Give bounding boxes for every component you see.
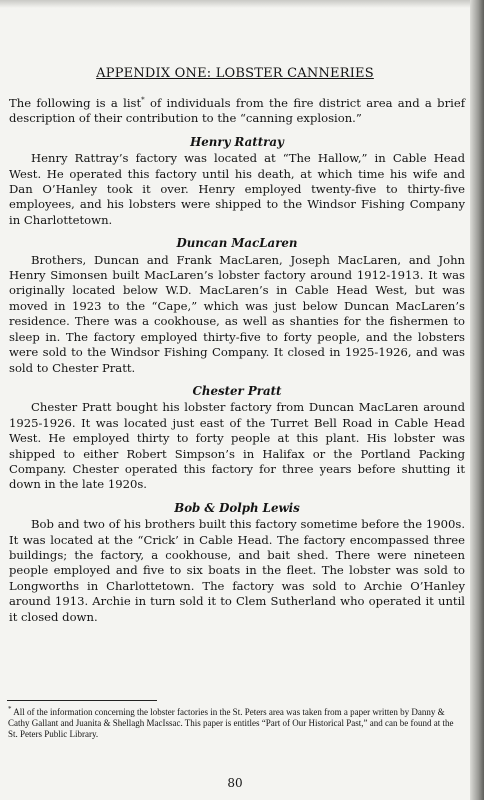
page-body [9,96,465,625]
footnote-marker: * [141,96,145,105]
section-paragraph: Brothers, Duncan and Frank MacLaren, Joseph MacLaren, and John Henry Simonsen built MacLaren’s lobster factory around 1912-1913. It was originally located below W.D. MacLaren’s in Cable Head West, but was moved in 1923 to the “Cape,” which was just below Duncan MacLaren’s residence. There was a cookhouse, as well as shanties for the fishermen to sleep in. The factory employed thirty-five to forty people, and the lobsters were sold to the Windsor Fishing Company. It closed in 1925-1926, and was sold to Chester Pratt. [9,252,465,375]
footnote-divider [7,700,157,701]
page-title: APPENDIX ONE: LOBSTER CANNERIES [96,66,374,81]
footnote-mark: * [8,705,12,713]
section-paragraph: Bob and two of his brothers built this factory sometime before the 1900s. It was located at the “Crick’ in Cable Head. The factory encompassed three buildings; the factory, a cookhouse, and bait shed. There were nineteen people employed and five to six boats in the fleet. The lobster was sold to Longworths in Charlottetown. The factory was sold to Archie O’Hanley around 1913. Archie in turn sold it to Clem Sutherland who operated it until it closed down. [9,517,465,624]
intro-text-rest: of individuals from the fire district area and a brief description of their contribution to the “canning explosion.” [9,96,465,126]
section-heading: Chester Pratt [192,383,282,398]
page-number: 80 [227,776,243,790]
section-paragraph: Chester Pratt bought his lobster factory from Duncan MacLaren around 1925-1926. It was located just east of the Turret Bell Road in Cable Head West. He employed thirty to forty people at this plant. His lobster was shipped to either Robert Simpson’s in Halifax or the Portland Packing Company. Chester operated this factory for three years before shutting it down in the late 1920s. [9,400,465,492]
footnote [8,707,463,740]
section-heading: Duncan MacLaren [176,236,298,251]
section-heading: Bob & Dolph Lewis [174,500,300,515]
section-heading: Henry Rattray [190,134,284,149]
page-binding-edge [470,0,484,800]
section-paragraph: Henry Rattray’s factory was located at “The Hallow,” in Cable Head West. He operated this factory until his death, at which time his wife and Dan O’Hanley took it over. Henry employed twenty-five to thirty-five employees, and his lobsters were shipped to the Windsor Fishing Company in Charlottetown. [9,151,465,227]
footnote-text: All of the information concerning the lobster factories in the St. Peters area was taken from a paper written by Danny & Cathy Gallant and Juanita & Shellagh MacIssac. This paper is entitles “Part of Our Historical Past,” and can be found at the St. Peters Public Library. [8,707,454,739]
intro-paragraph [9,96,465,127]
page-top-shadow [0,0,484,8]
intro-text: The following is a list [9,96,142,110]
